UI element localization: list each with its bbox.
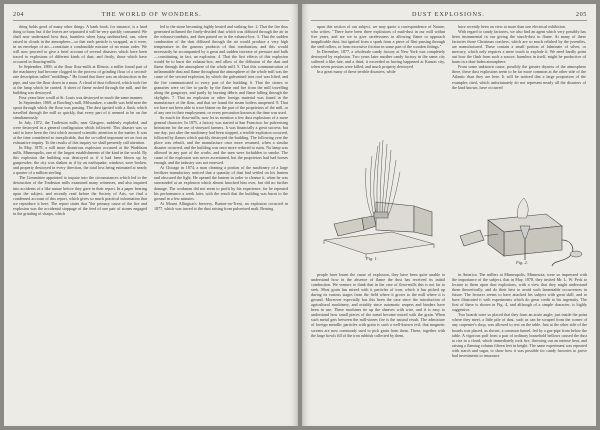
paragraph: In December, 1877, a wholesale candy factory at New York was completely destroyed by explosion. Two years later another candy factory in the same city suffered a like fate, and a third, it exceeded as having happened at Kansas city, when seven persons were killed, and much property destroyed. bbox=[311, 49, 445, 70]
paragraph: Four years later a mill at St. Louis was destroyed in much the same manner. bbox=[19, 94, 144, 100]
paragraph: In July, 1872, the Tradeston mills, near Glasgow, suddenly exploded, and were destroyed in a general conflagration which followed. This disaster was so said to have been the first which aroused scientific attention to the matter. It was at the time considered so inexplicable, that the so-called important set on foot an exhaustive inquiry. To the results of this inquiry we shall presently call attention. bbox=[13, 119, 147, 146]
running-head-title: DUST EXPLOSIONS. bbox=[411, 11, 485, 18]
paragraph: upon this section of our subject, we may quote a correspondence of Nature, who writes: "There have been three explosions of malt-dust in our mill within five years, and are we to give carelessness in allowing flame to approach inapplicable dust, but ignited from a spark from a piece of flint passing through the steel rollers, or from excessive friction in some part of the wooden fittings." bbox=[311, 24, 445, 50]
paragraph: In a great many of these terrible disasters, while bbox=[317, 69, 396, 75]
paragraph: In September, 1869, at the flour flour-mills at Illinois, a miller found part of the machinery had become clogged in the process of grinding flour of a second-rate description called "middlings." He found that there was an obstruction in the pipe, and saw the flour down in a mass. A cloud of dust followed, which took fire at the lamp which he carried. A sheet of flame rushed through the mill, and the building was destroyed. bbox=[13, 64, 147, 95]
book-spread bbox=[4, 4, 596, 426]
paragraph: In September, 1869, at Bowling's mill, Milwaukee, a candle was held near the spout through which the flour was passing. The dust ignited with a flash, which travelled through the mill so quickly, that every part of it seemed to be on fire simultaneously. bbox=[13, 99, 147, 120]
left-column-2 bbox=[154, 24, 288, 422]
left-page bbox=[4, 4, 298, 426]
paragraph: In May, 1878, a still more disastrous explosion occurred at the Washburn mills, Minneapolis, one of the largest establishments of the kind in the world. By this explosion the building was destroyed as if it had been blown up by gunpowder; the city was shaken as if by an earthquake; windows were broken, and property destroyed in every direction, the total loss being estimated at nearly a quarter of a million sterling. bbox=[13, 145, 147, 176]
right-column-2-continued bbox=[452, 272, 587, 422]
running-head bbox=[311, 11, 587, 21]
paragraph: led to the stone becoming highly heated and striking fire. 2. That the fire thus generated inflamed the finely-divided dust which was diffused through the air in the exhaust-conduits, and then passed on to the exhaust-box. 3. That the sudden combustion of the dust diffused through the air would produce a very high temperature in the gaseous products of that combustion, and this would necessarily be accompanied by a great and sudden increase of pressure and bulk—constituting, in fact, an explosion. 4. That the first effects of this explosion would be to burst the exhaust-box, and allow of the diffusion of the dust and flame through the atmosphere of the whole mill. 5. That this communication of inflammable dust and flame throughout the atmosphere of the whole mill was the cause of the second explosion, by which the galvanised iron roof was lifted, and the fire communicated to every part of the building. 6. That the stones or granaries were set fire to partly by the flame and fire from the mill travelling along the gangways, and partly by burning débris and flame falling through the skylights. 7. That no explosion or other foreign material was found in the manufacture of the flour, and that we found the steam boilers unopened. 8. That we have not been able to trace blame on the part of the proprietors of the mill, or of any one in their employment, or every precaution known at the time was used. bbox=[154, 24, 288, 115]
paragraph: So much for flour-mills; now let us mention a few dust explosions of a more general character. In 1875, a factory was started at San Francisco for pulverising brimstone for the use of vineyard farmers. It was financially a great success; but one day, just after the machinery had been stopped, a terrible explosion occurred, followed by flames which quickly destroyed the building. The following year the place was rebuilt, and the manufacture once more resumed, when a similar disaster occurred, and the building was once more reduced to ruins. No lamp was allowed in any part of the works, and the men were forbidden to smoke. The cause of the explosion was never ascertained, but the proprietors had had horses enough, and the industry was not renewed. bbox=[154, 114, 288, 166]
paragraph: At Chicago in 1874, a man cleaning a portion of the machinery of a large fertilizer manufactory noticed that a quantity of dust had settled on his lantern and obscured the light. He opened the lantern in order to cleanse it, when he was surrounded at an explosion which almost knocked him over, but did no further damage. The workman did not seem to profit by his experience, for he repeated his performance a week later, with the result that the building was burnt to the ground in a few minutes. bbox=[154, 165, 288, 201]
right-column-1-continued bbox=[311, 272, 445, 422]
figure-1-illustration bbox=[314, 132, 442, 260]
running-head bbox=[13, 11, 289, 21]
paragraph: The Committee appointed to inquire into the circumstances which led to the destruction of the Tradeston mills examined many witnesses, and also inquired into accidents of a like nature before they gave in their report. In a paper bearing upon the subject, and recently read before the Society of Arts, we find a condensed account of this report, which gives so much practical information that we reproduce it here. The report states that "the primary cause of the fire and explosion was the accidental stoppage of the feed of one pair of stones engaged in the grinding of sharps, which bbox=[13, 175, 147, 216]
paragraph: have recently been on view at more than one electrical exhibition. bbox=[458, 24, 566, 29]
right-page bbox=[302, 4, 596, 426]
figure-2-caption: Fig. 2. bbox=[516, 260, 528, 265]
page-number: 204 bbox=[13, 11, 25, 18]
figure-1-caption: Fig. 1. bbox=[366, 256, 378, 261]
running-head-title: THE WORLD OF WONDERS. bbox=[101, 11, 202, 18]
page-number: 205 bbox=[575, 11, 587, 18]
paragraph: With regard to candy factories, we also find an agent which very possibly has been instrumental in our giving the starch-dust to flame. At many of these factories those Christmas crackers, which are so much relished by the juveniles, are manufactured. These contain a small portion of fulminate of silver, or mercury, which only requires a mere touch to explode it. We need hardly point out how the flash from such a source, harmless in itself, might be productive of harm in a dust-laden atmosphere. bbox=[452, 29, 586, 65]
paragraph: Two boards were so placed that they form an acute angle; just inside the point where they meet, a little pile of dust, such as can be scraped from the corner of any carpenter's shop, was allowed to rest on the table. Just at the other side of the boards was placed, as shown, a common funnel, fed by a gas-pipe from below the table. A vigorous puff from a pair of ordinary household bellows caused the dust to rise in a cloud, which immediately took fire, throwing out an intense heat, and raising a flaming column fifteen feet in height. The same experiment was repeated with starch and sugar, to show how it was possible for candy factories to prove bad investments to insurance bbox=[452, 312, 587, 358]
paragraph: in America. The millers at Minneapolis, Minnesota, were so impressed with the importance of the subject, that in May, 1878, they invited Mr. L. W. Peck to lecture to them upon dust explosions, with a view that they might understand them theoretically, and do their best to avoid such lamentable occurrences in future. The lecturer seems to have attacked his subject with great skill, and to have illustrated it with experiments which do great credit to his ingenuity. The first of these is shown in Fig. 4, and although of a simple character, is highly suggestive. bbox=[452, 272, 587, 313]
figure-2-illustration bbox=[458, 196, 586, 270]
left-column-1 bbox=[13, 24, 147, 422]
paragraph: people have learnt the cause of explosion, they have been quite unable to understand how in the absence of flame the dust has received its initial combustion. We venture to think that in the case of flour-mills this is not far to seek. Most grain has mixed with it particles of iron, which it has picked up during its various stages from the field where it grows to the mill where it is ground. Moreover especially has this been the case since the introduction of agricultural machinery, and notably since automatic reapers and binders have been in use. These machines tie up the sheaves with wire, and it is easy to understand how small pieces of the metal become mixed with the grain. When such metal gets between the mill-stones fire is the natural result. The admixture of foreign metallic particles with grain is such a well-known evil, that magnetic screens are now commonly used to pick grain from them. These, together with the large bowls fill of the iron rubbish collected by them, bbox=[311, 272, 445, 338]
paragraph: From some unknown cause, possibly the greater dryness of the atmosphere there, these dust explosions seem to be far more common at the other side of the Atlantic than they are here. It will be noticed that a large proportion of the examples cited, which unfortunately do not represent nearly all the disasters of the kind known, have occurred bbox=[452, 64, 586, 90]
paragraph: thing holds good of many other things. A bank book, for instance, is a hard thing to burn; but if the leaves are separated it will be very quickly consumed. We shall now understand how dust, harmless when lying undisturbed, can, when raised in clouds in the atmosphere—so that each particle is wrapped, as it were, in an envelope of air—constitute a combustible mixture of no mean order. We will now proceed to give a brief account of several disasters which have been traced to explosions of different kinds of dust; and firstly, those which have occurred in flouring-mills. bbox=[13, 24, 147, 65]
paragraph: At Mount Allington's brewery, Burton-on-Trent, an explosion occurred in 1877, which was traced to the dust arising from pulverised malt. Bearing bbox=[154, 200, 288, 211]
